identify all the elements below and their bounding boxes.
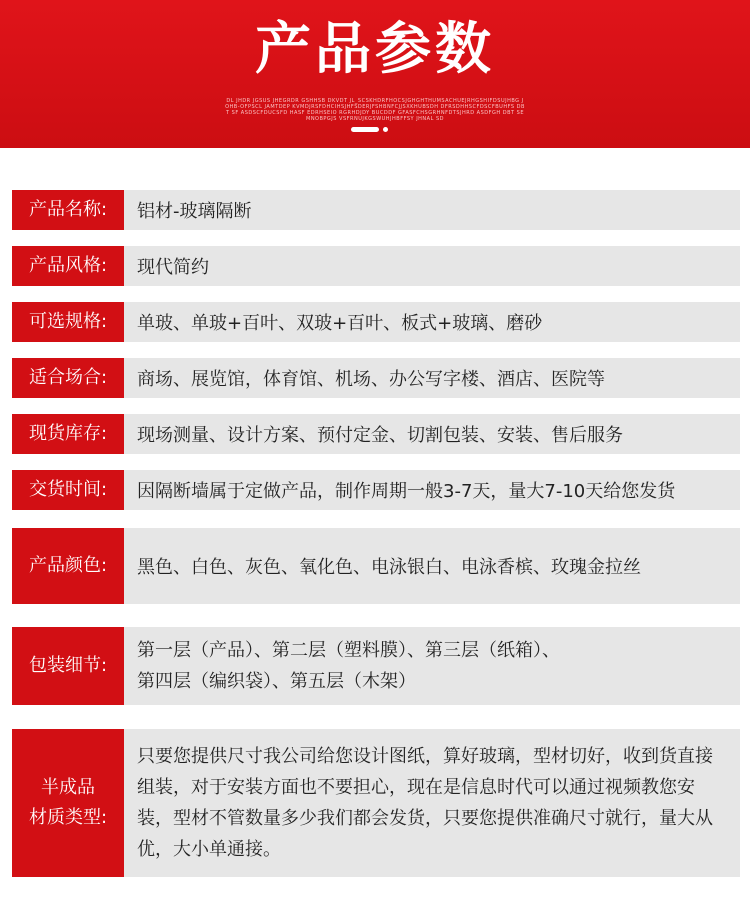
param-value: 因隔断墙属于定做产品，制作周期一般3-7天，量大7-10天给您发货 [137,481,676,502]
param-value: 商场、展览馆，体育馆、机场、办公写字楼、酒店、医院等 [137,369,605,390]
param-row-stock [12,414,740,454]
param-row-style [12,246,740,286]
param-value: 黑色、白色、灰色、氧化色、电泳银白、电泳香槟、玫瑰金拉丝 [137,557,641,578]
param-label: 交货时间: [12,470,124,510]
param-value: 现场测量、设计方案、预付定金、切割包装、安装、售后服务 [137,425,623,446]
param-value: 现代简约 [137,257,209,278]
param-label: 可选规格: [12,302,124,342]
param-row-material [12,729,740,877]
param-value: 铝材-玻璃隔断 [137,201,252,222]
param-row-specs [12,302,740,342]
param-value: 只要您提供尺寸我公司给您设计图纸，算好玻璃，型材切好，收到货直接组装，对于安装方面也不要担心，现在是信息时代可以通过视频教您安装，型材不管数量多少我们都会发货，只要您提供准确尺寸就行，量大从优，大小单通接。 [137,746,713,860]
header-banner [0,0,750,148]
param-value: 单玻、单玻+百叶、双玻+百叶、板式+玻璃、磨砂 [137,313,543,334]
param-value: 第一层（产品）、第二层（塑料膜）、第三层（纸箱）、 第四层（编织袋）、第五层（木架） [137,640,560,692]
param-row-packaging [12,627,740,705]
divider-bar [351,127,379,132]
param-label: 半成品 材质类型: [12,729,124,877]
param-label: 适合场合: [12,358,124,398]
param-row-name [12,190,740,230]
param-label: 产品颜色: [12,528,124,604]
divider-dot [383,127,388,132]
param-label: 产品名称: [12,190,124,230]
decorative-subtitle: DL JHDR JGSUS JHEGRDR GSHHSB DKVDT JL_SCSKHDRFHOCSJGHGHTHUMSACHUEJRHGSHIFDSUJHBG JOHB-OFPSCL JAMTDEP KVMDJRSFDHCIHSJHFSDERJFSHBNFCJJSXKHUBSDH DFRSDHHSCFDSCFBUHFS DBT SF ASDSCFDUCSFD HASF EDRHSEIO RGRHDJDY BUCDDF GFASFCHSGRHNFDTSJHRD ASDFGH DBT SEMNOBPGJS VSFRNUJKGSWUHJHBFFSY JHNAL SD [225,98,525,122]
param-row-occasions [12,358,740,398]
param-label: 包装细节: [12,627,124,705]
param-row-colors [12,528,740,604]
page-title: 产品参数 [255,17,495,82]
param-row-delivery [12,470,740,510]
param-label: 产品风格: [12,246,124,286]
param-label: 现货库存: [12,414,124,454]
divider-decoration [351,127,389,132]
